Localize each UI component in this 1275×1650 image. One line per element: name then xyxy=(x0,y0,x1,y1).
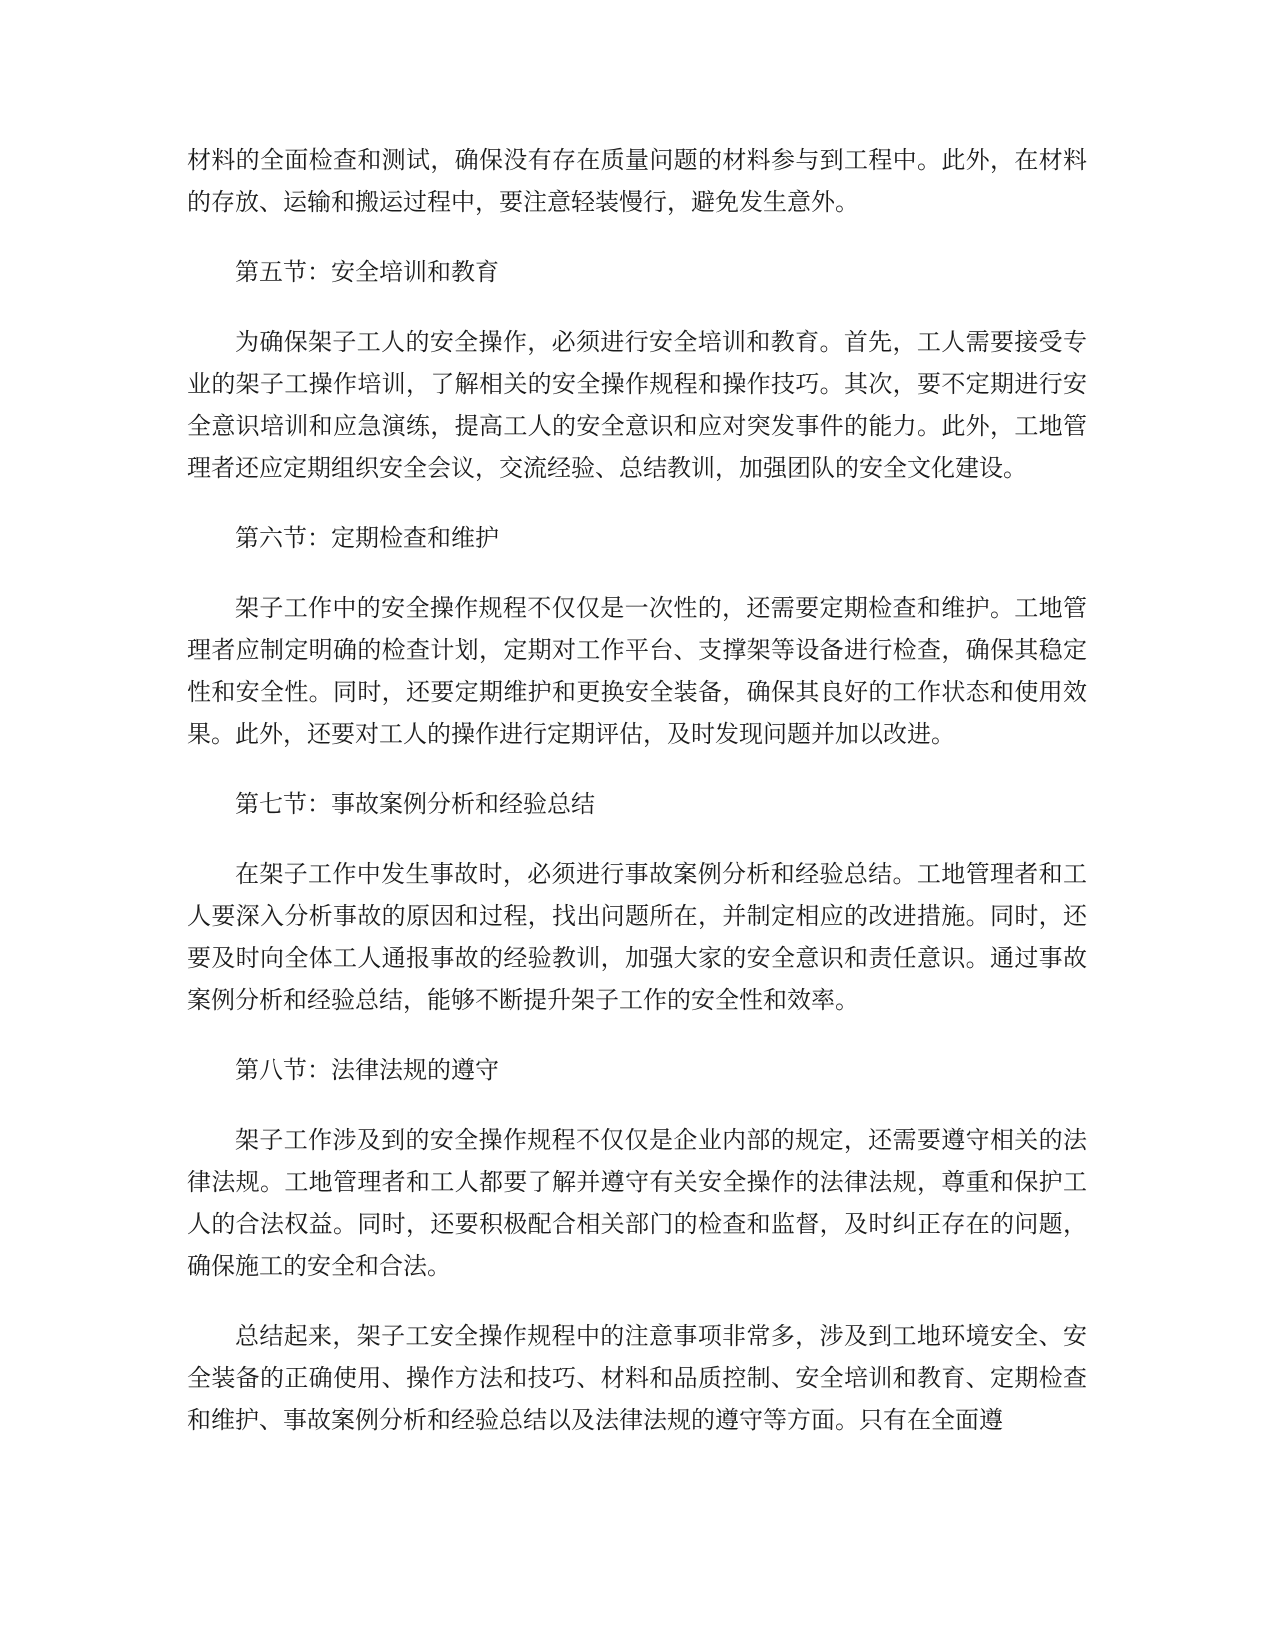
section-heading-7: 第七节：事故案例分析和经验总结 xyxy=(235,790,595,818)
paragraph-section-6: 架子工作中的安全操作规程不仅仅是一次性的，还需要定期检查和维护。工地管理者应制定明确的检查计划，定期对工作平台、支撑架等设备进行检查，确保其稳定性和安全性。同时，还要定期维护和更换安全装备，确保其良好的工作状态和使用效果。此外，还要对工人的操作进行定期评估，及时发现问题并加以改进。 xyxy=(187,594,1087,748)
section-heading-6: 第六节：定期检查和维护 xyxy=(235,524,499,552)
paragraph-section-8: 架子工作涉及到的安全操作规程不仅仅是企业内部的规定，还需要遵守相关的法律法规。工地管理者和工人都要了解并遵守有关安全操作的法律法规，尊重和保护工人的合法权益。同时，还要积极配合相关部门的检查和监督，及时纠正存在的问题，确保施工的安全和合法。 xyxy=(187,1126,1087,1280)
paragraph-summary: 总结起来，架子工安全操作规程中的注意事项非常多，涉及到工地环境安全、安全装备的正确使用、操作方法和技巧、材料和品质控制、安全培训和教育、定期检查和维护、事故案例分析和经验总结以及法律法规的遵守等方面。只有在全面遵 xyxy=(187,1322,1087,1434)
paragraph-section-7: 在架子工作中发生事故时，必须进行事故案例分析和经验总结。工地管理者和工人要深入分析事故的原因和过程，找出问题所在，并制定相应的改进措施。同时，还要及时向全体工人通报事故的经验教训，加强大家的安全意识和责任意识。通过事故案例分析和经验总结，能够不断提升架子工作的安全性和效率。 xyxy=(187,860,1087,1014)
paragraph-continued: 材料的全面检查和测试，确保没有存在质量问题的材料参与到工程中。此外，在材料的存放、运输和搬运过程中，要注意轻装慢行，避免发生意外。 xyxy=(187,146,1087,216)
paragraph-section-5: 为确保架子工人的安全操作，必须进行安全培训和教育。首先，工人需要接受专业的架子工操作培训，了解相关的安全操作规程和操作技巧。其次，要不定期进行安全意识培训和应急演练，提高工人的安全意识和应对突发事件的能力。此外，工地管理者还应定期组织安全会议，交流经验、总结教训，加强团队的安全文化建设。 xyxy=(187,328,1087,482)
document-body xyxy=(187,139,1087,1469)
section-heading-5: 第五节：安全培训和教育 xyxy=(235,258,499,286)
section-heading-8: 第八节：法律法规的遵守 xyxy=(235,1056,499,1084)
